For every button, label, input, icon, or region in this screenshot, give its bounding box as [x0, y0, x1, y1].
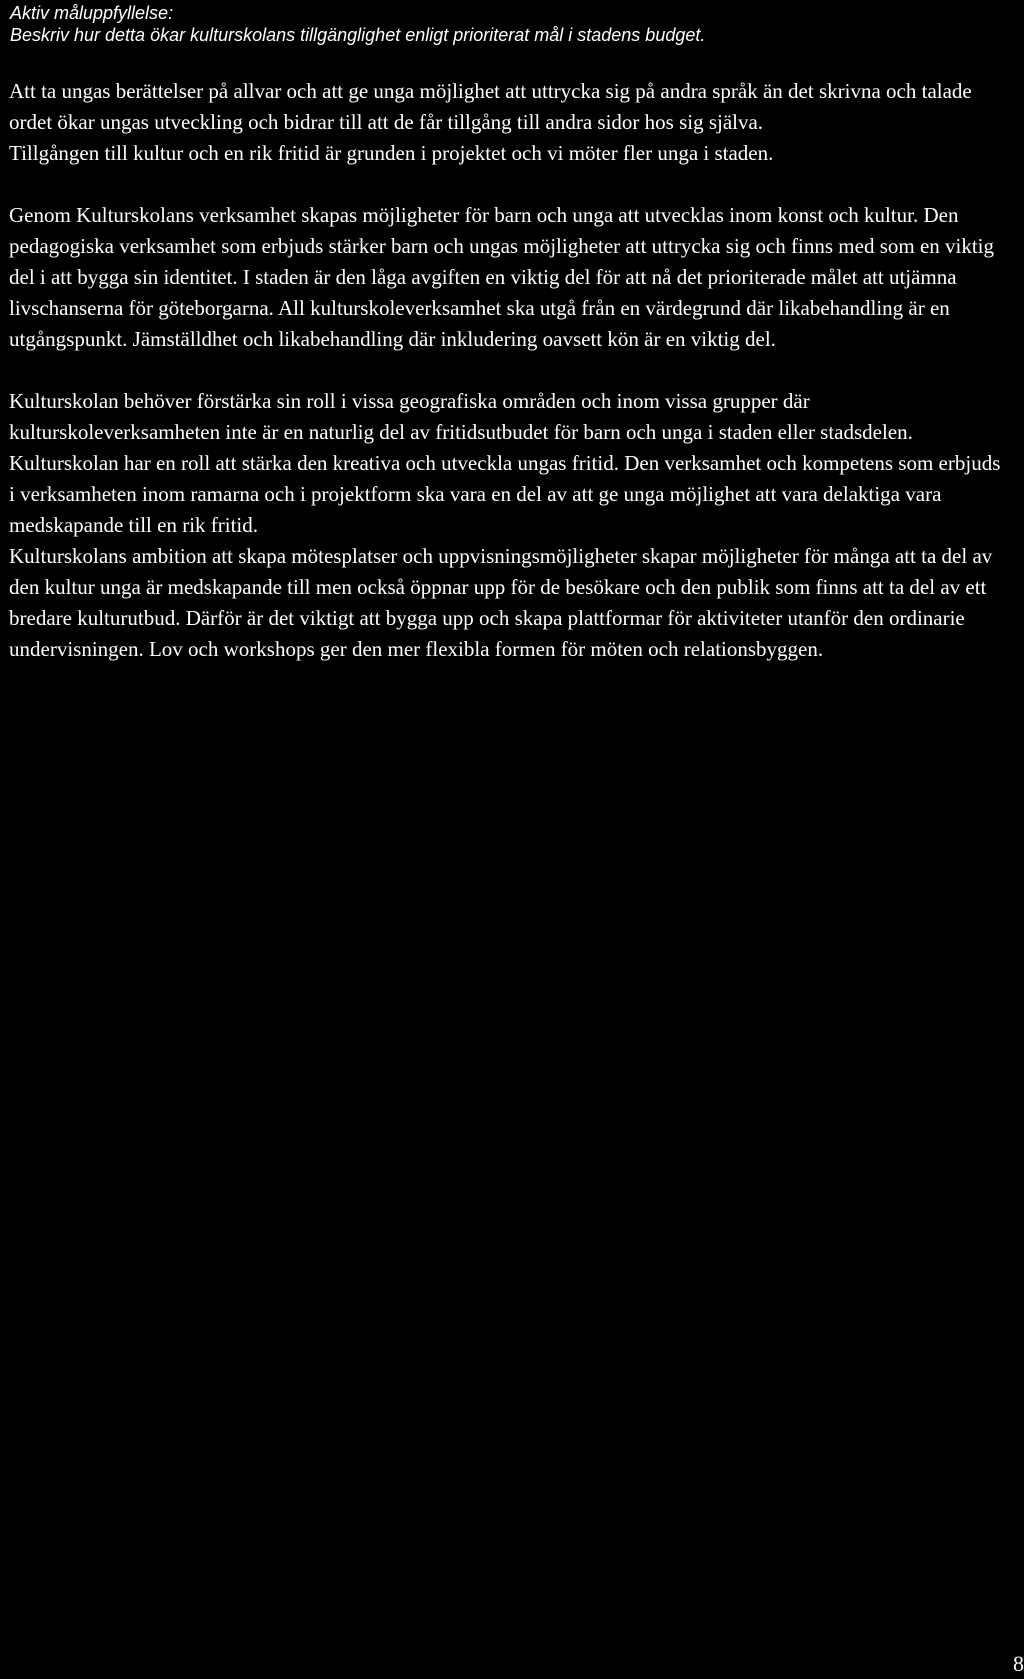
- section-instruction: Beskriv hur detta ökar kulturskolans tillgänglighet enligt prioriterat mål i stadens budget.: [10, 25, 706, 45]
- paragraph-gap: [9, 355, 1009, 386]
- paragraph-1: Att ta ungas berättelser på allvar och att ge unga möjlighet att uttrycka sig på andra språk än det skrivna och talade ordet ökar ungas utveckling och bidrar till att de får tillgång till andra sidor hos sig själva.: [9, 79, 972, 134]
- page-number: 8: [1013, 1651, 1024, 1676]
- paragraph-2: Tillgången till kultur och en rik fritid är grunden i projektet och vi möter fler unga i staden.: [9, 141, 774, 165]
- section-label: Aktiv måluppfyllelse:: [10, 3, 174, 23]
- document-body: [9, 76, 1009, 665]
- section-header: [10, 2, 1010, 46]
- paragraph-3: Genom Kulturskolans verksamhet skapas möjligheter för barn och unga att utvecklas inom konst och kultur. Den pedagogiska verksamhet som erbjuds stärker barn och ungas möjligheter att uttrycka sig och finns med som en viktig del i att bygga sin identitet. I staden är den låga avgiften en viktig del för att nå det prioriterade målet att utjämna livschanserna för göteborgarna. All kulturskoleverksamhet ska utgå från en värdegrund där likabehandling är en utgångspunkt. Jämställdhet och likabehandling där inkludering oavsett kön är en viktig del.: [9, 203, 995, 351]
- paragraph-4: Kulturskolan behöver förstärka sin roll i vissa geografiska områden och inom vissa grupper där kulturskoleverksamheten inte är en naturlig del av fritidsutbudet för barn och unga i staden eller stadsdelen. Kulturskolan har en roll att stärka den kreativa och utveckla ungas fritid. Den verksamhet och kompetens som erbjuds i verksamheten inom ramarna och i projektform ska vara en del av att ge unga möjlighet att vara delaktiga vara medskapande till en rik fritid.: [9, 389, 1001, 537]
- paragraph-5: Kulturskolans ambition att skapa mötesplatser och uppvisningsmöjligheter skapar möjligheter för många att ta del av den kultur unga är medskapande till men också öppnar upp för de besökare och den publik som finns att ta del av ett bredare kulturutbud. Därför är det viktigt att bygga upp och skapa plattformar för aktiviteter utanför den ordinarie undervisningen. Lov och workshops ger den mer flexibla formen för möten och relationsbyggen.: [9, 544, 993, 661]
- paragraph-gap: [9, 169, 1009, 200]
